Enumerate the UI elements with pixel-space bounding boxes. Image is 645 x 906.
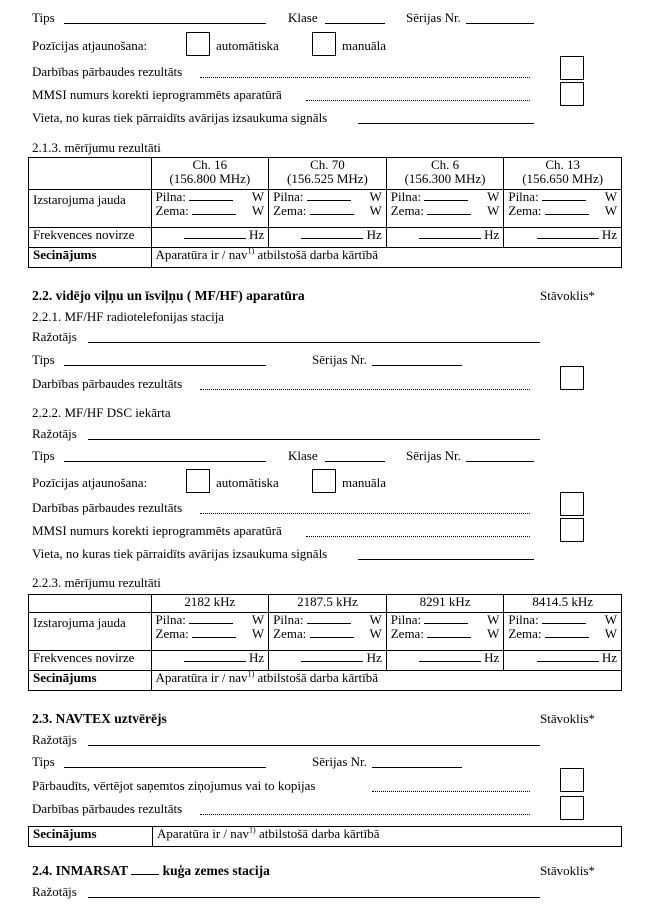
parb-checkbox[interactable] [560,768,584,792]
sec22-title: 2.2. vidējo viļņu un īsviļņu ( MF/HF) aparatūra [32,288,305,303]
razotajs-label: Ražotājs [32,426,77,441]
secin-text: Aparatūra ir / nav$^{1)}$ atbilstošā darba kārtībā [153,827,622,847]
tips-field[interactable] [64,461,266,462]
serijas-label: Sērijas Nr. [312,754,367,769]
klase-label: Klase [288,10,318,25]
secin-label: Secinājums [29,827,153,847]
sec23-title: 2.3. NAVTEX uztvērējs [32,711,167,726]
secin-label: Secinājums [29,671,152,691]
darb-checkbox[interactable] [560,492,584,516]
razotajs-field[interactable] [88,342,540,343]
mmsi-checkbox[interactable] [560,518,584,542]
razotajs-field[interactable] [88,745,540,746]
tips-label: Tips [32,754,55,769]
manu-checkbox[interactable] [312,469,336,493]
darb-label: Darbības pārbaudes rezultāts [32,64,183,79]
tips-field[interactable] [64,23,266,24]
secin-text: Aparatūra ir / nav$^{1)}$ atbilstošā darba kārtībā [151,671,621,691]
auto-label: automātiska [216,38,279,53]
darb-checkbox[interactable] [560,56,584,80]
serijas-field[interactable] [466,23,534,24]
darb-label: Darbības pārbaudes rezultāts [32,500,183,515]
vieta-label: Vieta, no kuras tiek pārraidīts avārijas izsaukuma signāls [32,110,328,125]
mmsi-label: MMSI numurs korekti ieprogrammēts aparatūrā [32,87,282,102]
parb-label: Pārbaudīts, vērtējot saņemtos ziņojumus vai to kopijas [32,778,316,793]
klase-field[interactable] [325,23,385,24]
auto-label: automātiska [216,475,279,490]
razotajs-label: Ražotājs [32,732,77,747]
power-cell: Pilna: W Zema: W [269,190,387,228]
vieta-label: Vieta, no kuras tiek pārraidīts avārijas izsaukuma signāls [32,546,328,561]
darb-checkbox[interactable] [560,796,584,820]
serijas-label: Sērijas Nr. [312,352,367,367]
tips-label: Tips [32,352,55,367]
darb-label: Darbības pārbaudes rezultāts [32,801,183,816]
tips-field[interactable] [64,365,266,366]
power-cell: Pilna: W Zema: W [151,190,269,228]
power-cell: Pilna: W Zema: W [504,190,622,228]
izstarojuma-label: Izstarojuma jauda [29,613,152,651]
auto-checkbox[interactable] [186,469,210,493]
razotajs-field[interactable] [88,439,540,440]
mmsi-label: MMSI numurs korekti ieprogrammēts aparatūrā [32,523,282,538]
razotajs-field[interactable] [88,897,540,898]
stavoklis-22: Stāvoklis* [540,288,595,303]
secin-text: Aparatūra ir / nav$^{1)}$ atbilstošā darba kārtībā [151,248,621,268]
manu-checkbox[interactable] [312,32,336,56]
table-23-secin [28,826,622,847]
tips-label: Tips [32,10,55,25]
vieta-field[interactable] [358,123,534,124]
power-cell: Pilna: W Zema: W [386,190,504,228]
sec222-title: 2.2.2. MF/HF DSC iekārta [32,405,171,420]
darb-checkbox[interactable] [560,366,584,390]
stavoklis-23: Stāvoklis* [540,711,595,726]
tips-field[interactable] [64,767,266,768]
izstarojuma-label: Izstarojuma jauda [29,190,152,228]
poz-label: Pozīcijas atjaunošana: [32,38,148,53]
sec24-title: 2.4. INMARSAT kuģa zemes stacija [32,863,270,878]
vieta-field[interactable] [358,559,534,560]
serijas-field[interactable] [466,461,534,462]
poz-label: Pozīcijas atjaunošana: [32,475,148,490]
razotajs-label: Ražotājs [32,884,77,899]
auto-checkbox[interactable] [186,32,210,56]
razotajs-label: Ražotājs [32,329,77,344]
tips-label: Tips [32,448,55,463]
power-cell: Pilna: W Zema: W [269,613,387,651]
mmsi-dots [306,100,530,101]
serijas-field[interactable] [372,767,462,768]
frekv-label: Frekvences novirze [29,651,152,671]
power-cell: Pilna: W Zema: W [386,613,504,651]
table-213: Ch. 16 (156.800 MHz) Ch. 70 (156.525 MHz) Ch. 6 (156.300 MHz) Ch. 13 (156.650 MHz) Izstarojuma jauda Pilna: W Zema: W Pilna: W Zema: W Pilna: W Zema: W Pilna: W Zema: W Frekvences novirze Hz Hz Hz Hz Secinājums Aparatūra ir / nav$^{1)}$ atbilstošā darba kārtībā [28,157,622,268]
klase-field[interactable] [325,461,385,462]
darb-dots [200,77,530,78]
mmsi-dots [306,536,530,537]
manu-label: manuāla [342,38,387,53]
serijas-label: Sērijas Nr. [406,448,461,463]
parb-dots [372,791,530,792]
stavoklis-24: Stāvoklis* [540,863,595,878]
sec223-title: 2.2.3. mērījumu rezultāti [32,575,161,590]
sec221-title: 2.2.1. MF/HF radiotelefonijas stacija [32,309,225,324]
darb-dots [200,513,530,514]
frekv-label: Frekvences novirze [29,228,152,248]
secin-label: Secinājums [29,248,152,268]
darb-dots [200,389,530,390]
mmsi-checkbox[interactable] [560,82,584,106]
serijas-field[interactable] [372,365,462,366]
table-223: 2182 kHz 2187.5 kHz 8291 kHz 8414.5 kHz Izstarojuma jauda Pilna: W Zema: W Pilna: W Zema: W Pilna: W Zema: W Pilna: W Zema: W Frekvences novirze Hz Hz Hz Hz Secinājums Aparatūra ir / nav$^{1)}$ atbilstošā darba kārtībā [28,594,622,691]
sec213-title: 2.1.3. mērījumu rezultāti [32,140,161,155]
klase-label: Klase [288,448,318,463]
serijas-label: Sērijas Nr. [406,10,461,25]
power-cell: Pilna: W Zema: W [504,613,622,651]
darb-dots [200,814,530,815]
power-cell: Pilna: W Zema: W [151,613,269,651]
manu-label: manuāla [342,475,387,490]
darb-label: Darbības pārbaudes rezultāts [32,376,183,391]
